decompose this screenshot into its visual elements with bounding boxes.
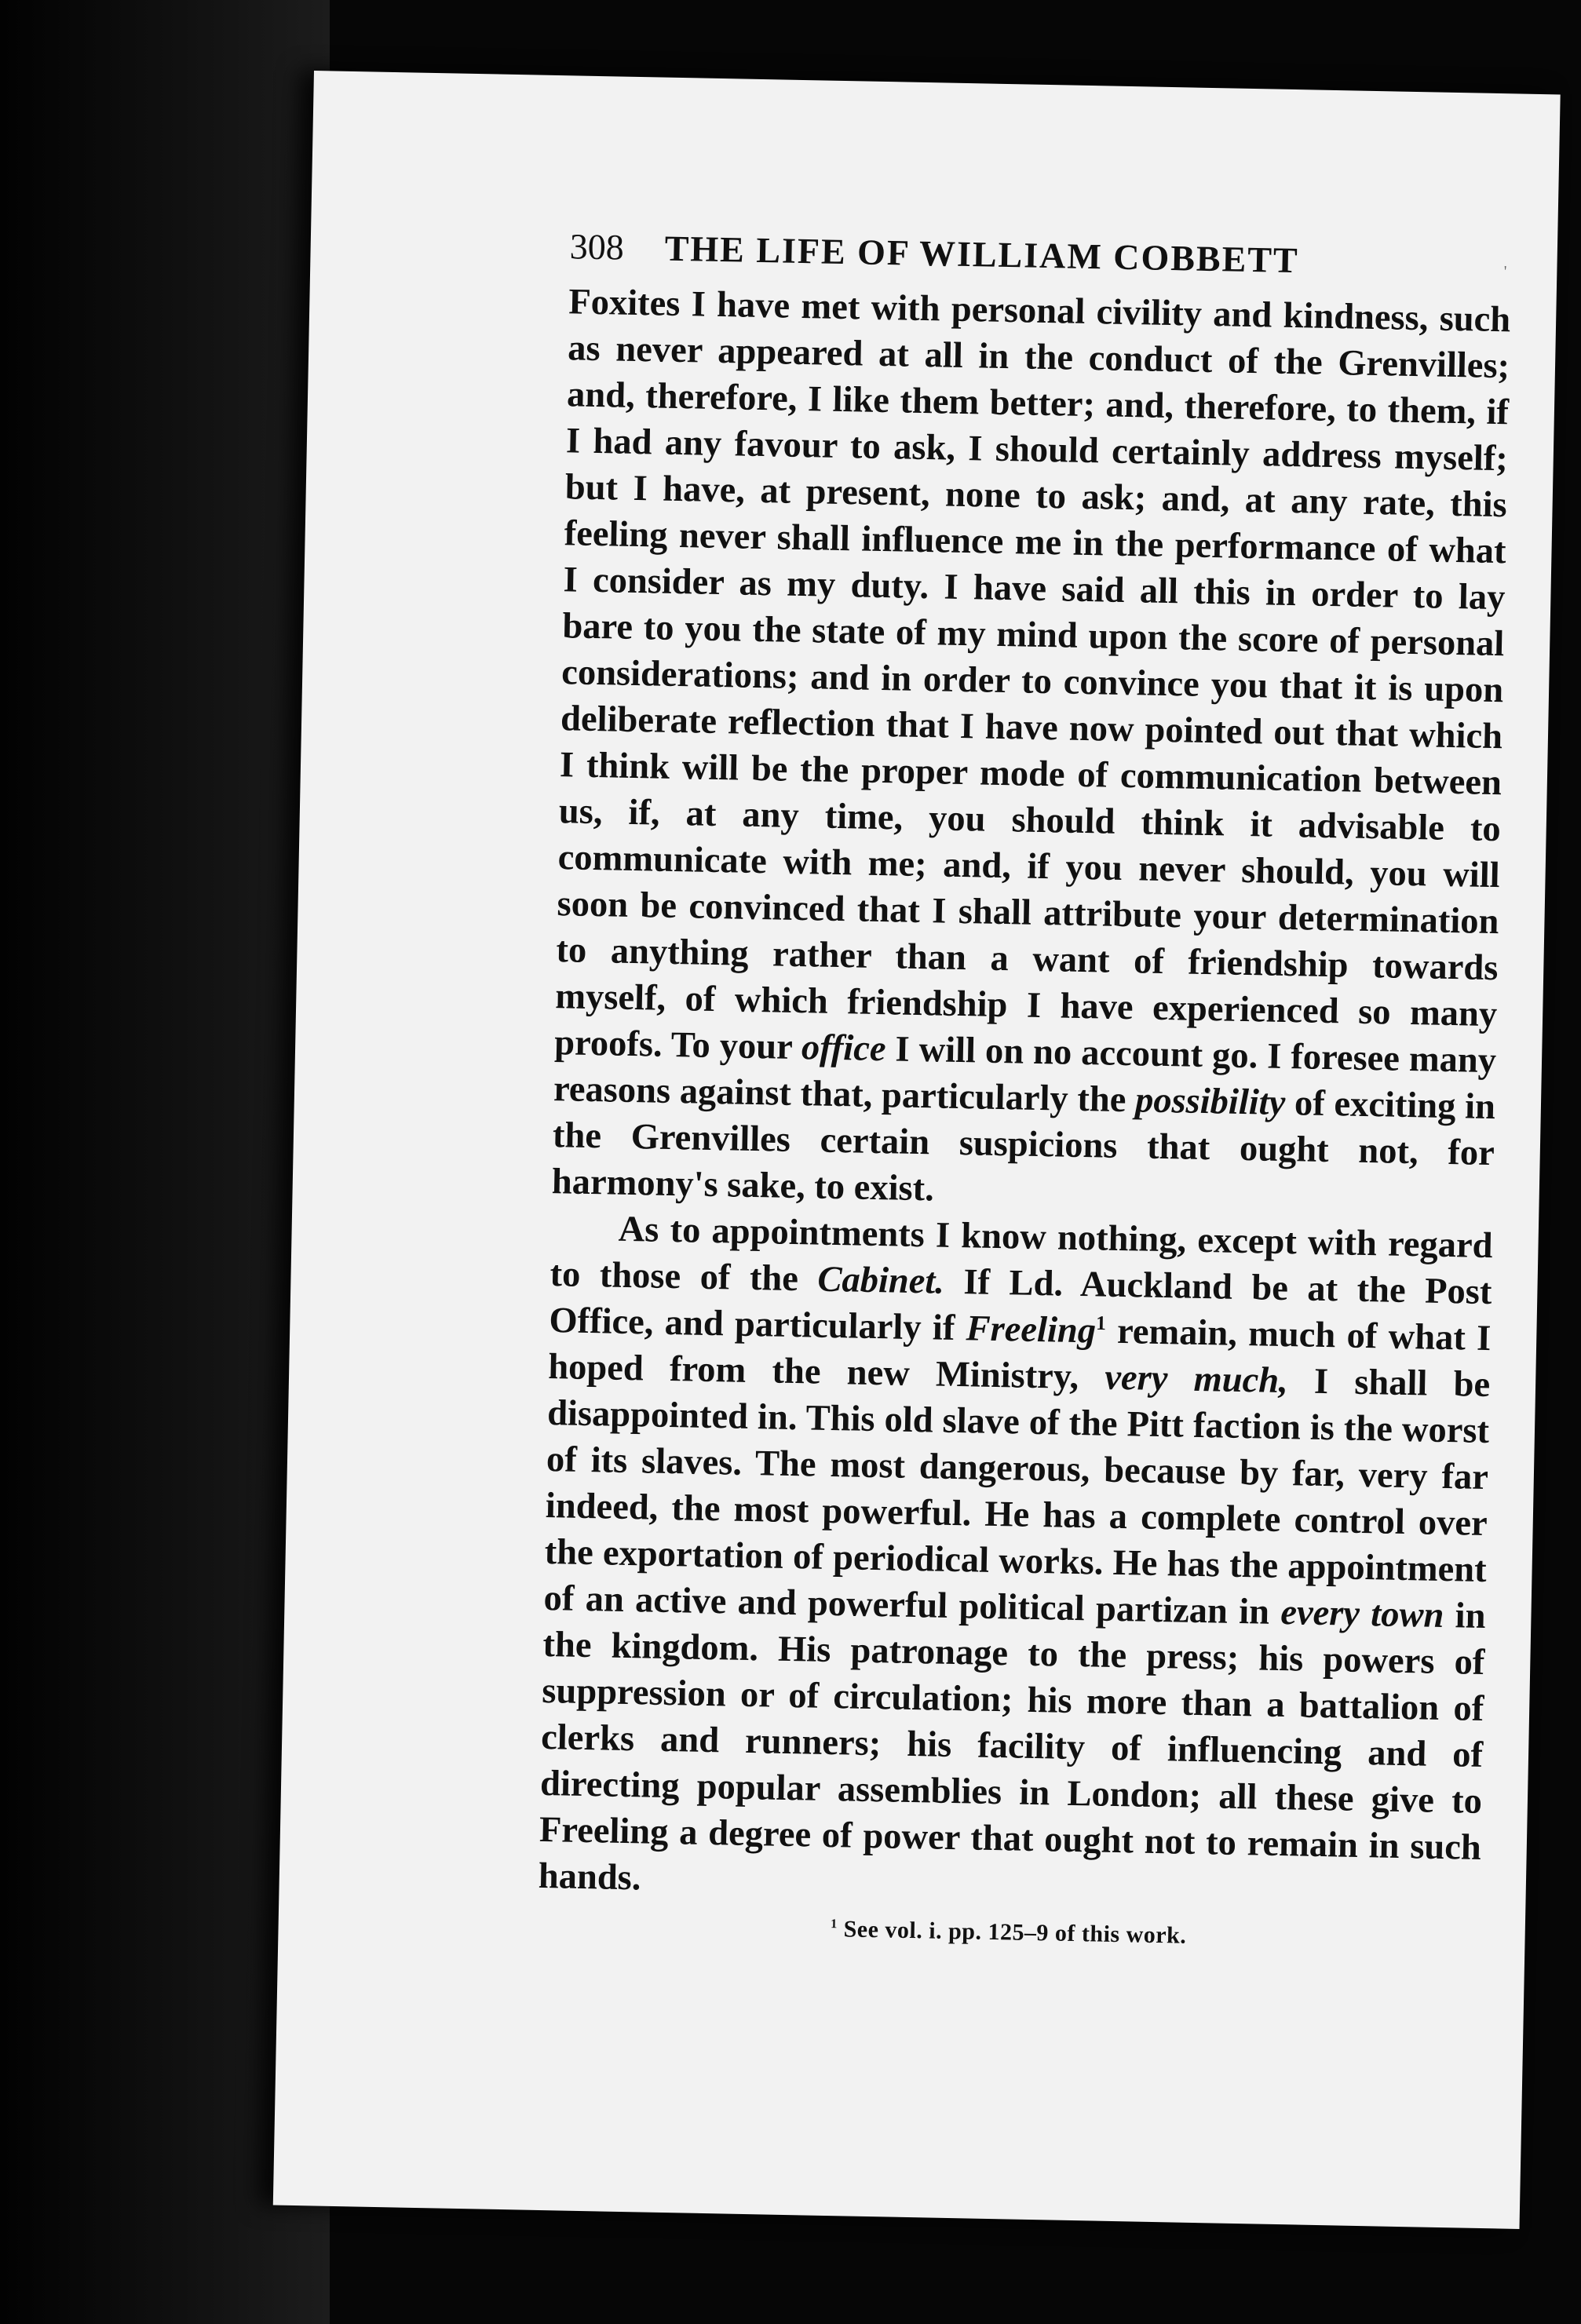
- paragraph-2: [538, 1205, 1493, 1917]
- paragraph-2-text-3: remain, much of what I hoped from the new Ministry,: [547, 1311, 1492, 1398]
- footnote-marker: 1: [830, 1916, 838, 1932]
- paragraph-2-text-1: As to appointments I know nothing, except with regard to those of the: [550, 1209, 1494, 1300]
- running-header: [569, 224, 1512, 286]
- paragraph-2-italic-every-town: every town: [1280, 1593, 1444, 1636]
- page-corner-mark: ': [1503, 263, 1509, 281]
- page-number: 308: [569, 226, 625, 268]
- paragraph-1-italic-possibility: possibility: [1134, 1080, 1286, 1124]
- paragraph-2-italic-very-much: very much,: [1104, 1357, 1289, 1402]
- book-page: [273, 71, 1561, 2229]
- footnote: [537, 1910, 1479, 1955]
- footnote-text: See vol. i. pp. 125–9 of this work.: [843, 1916, 1187, 1949]
- paragraph-2-italic-freeling: Freeling: [966, 1308, 1097, 1352]
- paragraph-1-text-1: Foxites I have met with personal civility and kindness, such as never appeared at all in the conduct of the Grenvilles; and, therefore, I like them better; and, therefore, to them, if I had any favour to ask, I should certainly address myself; but I have, at present, none to ask; and, at any rate, this feeling never shall influence me in the performance of what I consider as my duty. I have said all this in order to lay bare to you the state of my mind upon the score of personal considerations; and in order to convince you that it is upon deliberate reflection that I have now pointed out that which I think will be the proper mode of communication between us, if, at any time, you should think it advisable to communicate with me; and, if you never should, you will soon be convinced that I shall attribute your determination to anything rather than a want of friendship towards myself, of which friendship I have experienced so many proofs. To your: [553, 282, 1511, 1068]
- paragraph-2-text-5: in the kingdom. His patronage to the press; his powers of suppression or of circulation; his more than a battalion of clerks and runners; his facility of influencing and of directing popular assemblies in London; all these give to Freeling a degree of power that ought not to remain in such hands.: [538, 1596, 1486, 1899]
- paragraph-1-text-3: of exciting in the Grenvilles certain suspicions that ought not, for harmony's sake, to exist.: [551, 1083, 1496, 1209]
- paragraph-1-text-2: I will on no account go. I foresee many reasons against that, particularly the: [553, 1029, 1497, 1121]
- page-content: [537, 224, 1512, 1955]
- running-title: THE LIFE OF WILLIAM COBBETT: [664, 228, 1300, 281]
- paragraph-2-text-4: I shall be disappointed in. This old slave of the Pitt faction is the worst of its slaves. The most dangerous, because by far, very far indeed, the most powerful. He has a complete control over the exportation of periodical works. He has the appointment of an active and powerful political partizan in: [543, 1361, 1491, 1633]
- paragraph-1: [551, 279, 1510, 1223]
- footnote-reference[interactable]: 1: [1095, 1312, 1107, 1335]
- paragraph-1-italic-office: office: [801, 1027, 887, 1070]
- paragraph-2-text-2: If Ld. Auckland be at the Post Office, and particularly if: [548, 1261, 1492, 1349]
- paragraph-2-italic-cabinet: Cabinet.: [816, 1259, 945, 1302]
